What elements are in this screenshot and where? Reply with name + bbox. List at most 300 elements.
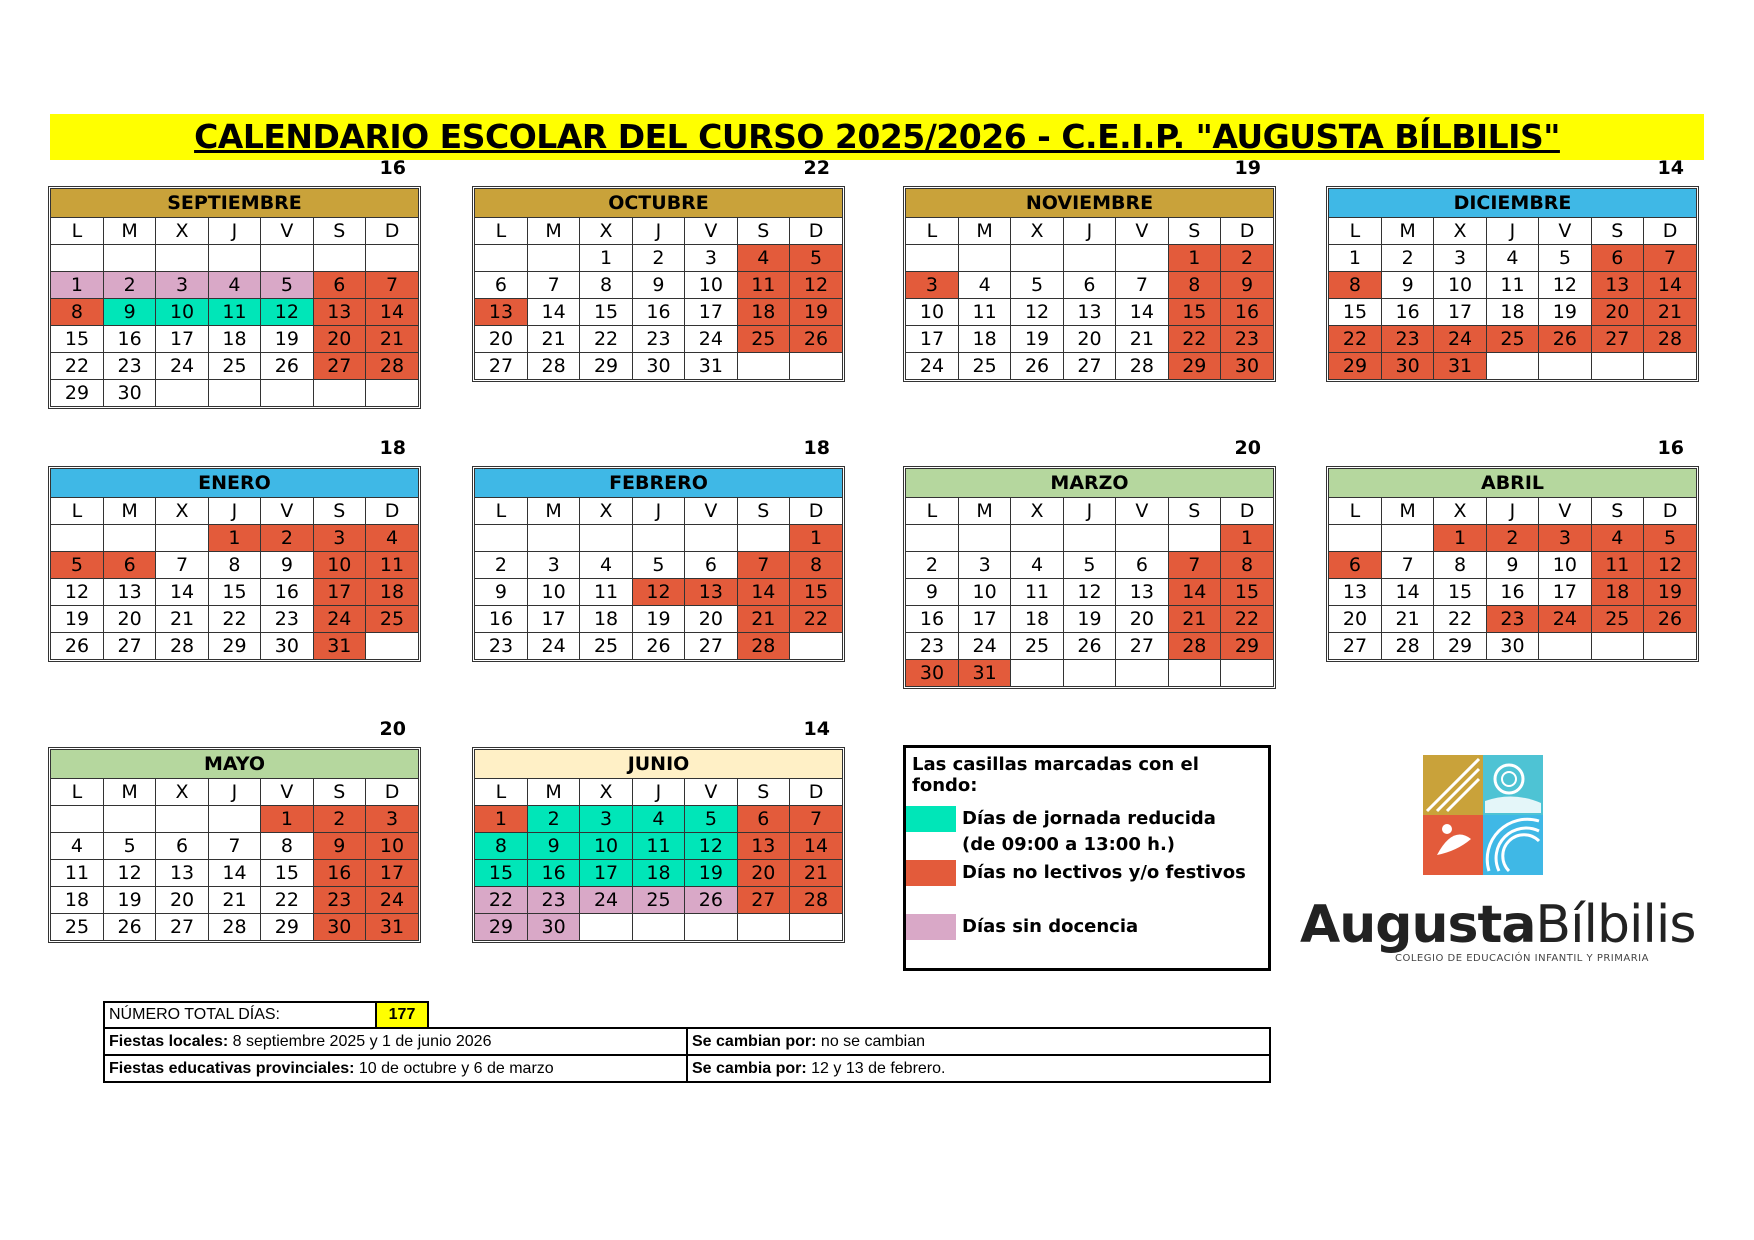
provincial-change-label: Se cambia por: [692, 1059, 807, 1077]
day-cell: 9 [1381, 272, 1433, 299]
day-cell: 23 [527, 887, 579, 914]
weekday-header: V [261, 779, 313, 806]
empty-cell [261, 380, 313, 407]
day-cell: 19 [261, 326, 313, 353]
day-cell: 8 [1221, 552, 1273, 579]
day-cell: 26 [1063, 633, 1115, 660]
day-cell: 7 [737, 552, 789, 579]
empty-cell [1381, 525, 1433, 552]
day-cell: 24 [156, 353, 208, 380]
day-cell: 20 [1329, 606, 1381, 633]
empty-cell [366, 380, 418, 407]
day-cell: 14 [1168, 579, 1220, 606]
month-day-count: 16 [1657, 437, 1684, 459]
day-cell: 4 [632, 806, 684, 833]
month-febrero [472, 437, 845, 662]
empty-cell [475, 525, 527, 552]
weekday-header: S [313, 218, 365, 245]
weekday-header: V [261, 218, 313, 245]
total-days-label: NÚMERO TOTAL DÍAS: [104, 1002, 376, 1028]
day-cell: 12 [790, 272, 842, 299]
weekday-header: V [1116, 498, 1168, 525]
day-cell: 15 [1221, 579, 1273, 606]
day-cell: 13 [1063, 299, 1115, 326]
day-cell: 7 [366, 272, 418, 299]
day-cell: 22 [1168, 326, 1220, 353]
month-name: FEBRERO [475, 469, 842, 498]
day-cell: 26 [1644, 606, 1696, 633]
day-cell: 4 [51, 833, 103, 860]
day-cell: 27 [737, 887, 789, 914]
day-cell: 4 [580, 552, 632, 579]
provincial-holidays-value: 10 de octubre y 6 de marzo [354, 1059, 554, 1077]
day-cell: 6 [1591, 245, 1643, 272]
day-cell: 16 [1221, 299, 1273, 326]
weekday-header: X [156, 498, 208, 525]
day-cell: 24 [958, 633, 1010, 660]
weekday-header: J [632, 218, 684, 245]
provincial-holidays-cell [104, 1055, 687, 1082]
weekday-header: D [790, 218, 842, 245]
day-cell: 14 [208, 860, 260, 887]
day-cell: 12 [1063, 579, 1115, 606]
day-cell: 3 [1434, 245, 1486, 272]
day-cell: 24 [1434, 326, 1486, 353]
month-name: ABRIL [1329, 469, 1696, 498]
day-cell: 25 [1011, 633, 1063, 660]
page-title: CALENDARIO ESCOLAR DEL CURSO 2025/2026 - C.E.I.P. "AUGUSTA BÍLBILIS" [194, 117, 1560, 156]
empty-cell [366, 245, 418, 272]
weekday-header: J [1063, 218, 1115, 245]
day-cell: 5 [103, 833, 155, 860]
day-cell: 23 [632, 326, 684, 353]
weekday-header: J [1486, 218, 1538, 245]
logo-wordmark [1300, 895, 1695, 955]
day-cell: 23 [313, 887, 365, 914]
day-cell: 28 [366, 353, 418, 380]
weekday-header: M [103, 498, 155, 525]
day-cell: 13 [156, 860, 208, 887]
day-cell: 15 [475, 860, 527, 887]
weekday-header: M [1381, 218, 1433, 245]
logo-word-bold: Augusta [1300, 895, 1536, 955]
day-cell: 25 [632, 887, 684, 914]
month-day-count: 20 [379, 718, 406, 740]
day-cell: 21 [1168, 606, 1220, 633]
local-holidays-label: Fiestas locales: [109, 1032, 229, 1050]
day-cell: 25 [51, 914, 103, 941]
weekday-header: D [1221, 498, 1273, 525]
day-cell: 18 [1486, 299, 1538, 326]
day-cell: 13 [103, 579, 155, 606]
day-cell: 17 [313, 579, 365, 606]
empty-cell [580, 525, 632, 552]
empty-cell [208, 380, 260, 407]
empty-cell [1486, 353, 1538, 380]
day-cell: 22 [208, 606, 260, 633]
empty-cell [51, 525, 103, 552]
day-cell: 3 [1539, 525, 1591, 552]
empty-cell [737, 914, 789, 941]
day-cell: 6 [475, 272, 527, 299]
month-abril [1326, 437, 1699, 662]
day-cell: 6 [156, 833, 208, 860]
local-change-label: Se cambian por: [692, 1032, 817, 1050]
weekday-header: L [51, 218, 103, 245]
empty-cell [1011, 245, 1063, 272]
month-septiembre [48, 157, 421, 409]
month-day-count: 20 [1234, 437, 1261, 459]
day-cell: 6 [1063, 272, 1115, 299]
month-noviembre [903, 157, 1276, 382]
day-cell: 14 [737, 579, 789, 606]
day-cell: 2 [103, 272, 155, 299]
day-cell: 1 [1329, 245, 1381, 272]
legend-swatch-holiday [906, 860, 956, 886]
legend-swatch-no-teaching [906, 914, 956, 940]
day-cell: 29 [475, 914, 527, 941]
empty-cell [632, 914, 684, 941]
day-cell: 11 [51, 860, 103, 887]
augusta-bilbilis-logo-icon [1423, 755, 1543, 875]
weekday-header: V [261, 498, 313, 525]
day-cell: 8 [1168, 272, 1220, 299]
day-cell: 21 [1116, 326, 1168, 353]
day-cell: 12 [103, 860, 155, 887]
empty-cell [1011, 525, 1063, 552]
day-cell: 23 [1381, 326, 1433, 353]
day-cell: 6 [313, 272, 365, 299]
day-cell: 1 [51, 272, 103, 299]
day-cell: 3 [685, 245, 737, 272]
day-cell: 30 [1486, 633, 1538, 660]
weekday-header: X [156, 218, 208, 245]
empty-cell [313, 380, 365, 407]
day-cell: 13 [1116, 579, 1168, 606]
day-cell: 9 [527, 833, 579, 860]
day-cell: 29 [51, 380, 103, 407]
day-cell: 19 [632, 606, 684, 633]
day-cell: 2 [475, 552, 527, 579]
day-cell: 30 [261, 633, 313, 660]
day-cell: 11 [958, 299, 1010, 326]
day-cell: 3 [580, 806, 632, 833]
local-holidays-value: 8 septiembre 2025 y 1 de junio 2026 [228, 1032, 492, 1050]
weekday-header: D [366, 779, 418, 806]
weekday-header: S [737, 218, 789, 245]
day-cell: 28 [790, 887, 842, 914]
day-cell: 8 [1434, 552, 1486, 579]
day-cell: 20 [1116, 606, 1168, 633]
empty-cell [737, 525, 789, 552]
weekday-header: S [313, 498, 365, 525]
empty-cell [156, 380, 208, 407]
day-cell: 15 [208, 579, 260, 606]
day-cell: 17 [685, 299, 737, 326]
day-cell: 2 [906, 552, 958, 579]
total-days-value: 177 [376, 1002, 428, 1028]
day-cell: 14 [1116, 299, 1168, 326]
day-cell: 30 [906, 660, 958, 687]
logo-word-regular: Bílbilis [1535, 895, 1696, 955]
month-name: ENERO [51, 469, 418, 498]
day-cell: 26 [685, 887, 737, 914]
day-cell: 2 [1486, 525, 1538, 552]
day-cell: 18 [632, 860, 684, 887]
day-cell: 27 [156, 914, 208, 941]
weekday-header: S [313, 779, 365, 806]
day-cell: 17 [1539, 579, 1591, 606]
day-cell: 19 [1011, 326, 1063, 353]
day-cell: 4 [958, 272, 1010, 299]
day-cell: 1 [208, 525, 260, 552]
weekday-header: L [906, 498, 958, 525]
day-cell: 18 [1011, 606, 1063, 633]
day-cell: 16 [313, 860, 365, 887]
day-cell: 28 [737, 633, 789, 660]
empty-cell [1591, 353, 1643, 380]
empty-cell [1063, 245, 1115, 272]
weekday-header: L [906, 218, 958, 245]
day-cell: 7 [527, 272, 579, 299]
month-day-count: 14 [1657, 157, 1684, 179]
day-cell: 1 [261, 806, 313, 833]
empty-cell [156, 806, 208, 833]
empty-cell [1644, 353, 1696, 380]
day-cell: 6 [1116, 552, 1168, 579]
day-cell: 12 [632, 579, 684, 606]
day-cell: 18 [737, 299, 789, 326]
day-cell: 18 [1591, 579, 1643, 606]
day-cell: 20 [1063, 326, 1115, 353]
day-cell: 20 [737, 860, 789, 887]
day-cell: 11 [580, 579, 632, 606]
day-cell: 30 [632, 353, 684, 380]
weekday-header: X [580, 218, 632, 245]
day-cell: 2 [1221, 245, 1273, 272]
day-cell: 6 [1329, 552, 1381, 579]
day-cell: 24 [1539, 606, 1591, 633]
local-change-value: no se cambian [816, 1032, 925, 1050]
weekday-header: M [103, 779, 155, 806]
day-cell: 3 [906, 272, 958, 299]
day-cell: 7 [1168, 552, 1220, 579]
day-cell: 26 [1539, 326, 1591, 353]
empty-cell [1011, 660, 1063, 687]
day-cell: 5 [261, 272, 313, 299]
day-cell: 10 [527, 579, 579, 606]
day-cell: 16 [1381, 299, 1433, 326]
empty-cell [1539, 353, 1591, 380]
empty-cell [156, 525, 208, 552]
day-cell: 4 [1486, 245, 1538, 272]
day-cell: 1 [580, 245, 632, 272]
day-cell: 23 [261, 606, 313, 633]
day-cell: 23 [475, 633, 527, 660]
day-cell: 21 [737, 606, 789, 633]
day-cell: 25 [737, 326, 789, 353]
empty-cell [103, 806, 155, 833]
weekday-header: M [527, 218, 579, 245]
day-cell: 29 [580, 353, 632, 380]
day-cell: 24 [366, 887, 418, 914]
day-cell: 3 [156, 272, 208, 299]
day-cell: 2 [632, 245, 684, 272]
day-cell: 25 [1591, 606, 1643, 633]
day-cell: 16 [527, 860, 579, 887]
day-cell: 2 [261, 525, 313, 552]
day-cell: 19 [1644, 579, 1696, 606]
weekday-header: D [1644, 498, 1696, 525]
weekday-header: L [1329, 218, 1381, 245]
day-cell: 17 [906, 326, 958, 353]
day-cell: 2 [527, 806, 579, 833]
title-bar [50, 114, 1704, 160]
empty-cell [1063, 525, 1115, 552]
day-cell: 28 [1644, 326, 1696, 353]
day-cell: 14 [156, 579, 208, 606]
day-cell: 4 [208, 272, 260, 299]
day-cell: 21 [208, 887, 260, 914]
month-junio [472, 718, 845, 943]
day-cell: 18 [580, 606, 632, 633]
month-name: MAYO [51, 750, 418, 779]
day-cell: 24 [580, 887, 632, 914]
day-cell: 10 [685, 272, 737, 299]
day-cell: 22 [1329, 326, 1381, 353]
day-cell: 8 [1329, 272, 1381, 299]
day-cell: 9 [475, 579, 527, 606]
day-cell: 20 [1591, 299, 1643, 326]
weekday-header: V [685, 498, 737, 525]
day-cell: 9 [1221, 272, 1273, 299]
weekday-header: L [51, 779, 103, 806]
provincial-change-cell [687, 1055, 1270, 1082]
day-cell: 30 [103, 380, 155, 407]
day-cell: 10 [906, 299, 958, 326]
day-cell: 27 [1116, 633, 1168, 660]
day-cell: 25 [958, 353, 1010, 380]
month-name: JUNIO [475, 750, 842, 779]
day-cell: 26 [1011, 353, 1063, 380]
empty-cell [261, 245, 313, 272]
day-cell: 9 [103, 299, 155, 326]
day-cell: 13 [1591, 272, 1643, 299]
empty-cell [103, 245, 155, 272]
day-cell: 1 [1434, 525, 1486, 552]
empty-cell [790, 353, 842, 380]
day-cell: 20 [103, 606, 155, 633]
day-cell: 16 [475, 606, 527, 633]
weekday-header: D [366, 218, 418, 245]
day-cell: 25 [208, 353, 260, 380]
day-cell: 15 [1168, 299, 1220, 326]
empty-cell [1116, 660, 1168, 687]
day-cell: 7 [1381, 552, 1433, 579]
day-cell: 10 [958, 579, 1010, 606]
legend-label-no-teaching: Días sin docencia [962, 916, 1139, 937]
day-cell: 8 [580, 272, 632, 299]
weekday-header: S [1168, 218, 1220, 245]
weekday-header: J [1486, 498, 1538, 525]
day-cell: 30 [313, 914, 365, 941]
day-cell: 1 [1221, 525, 1273, 552]
empty-cell [958, 525, 1010, 552]
day-cell: 29 [1168, 353, 1220, 380]
day-cell: 31 [1434, 353, 1486, 380]
day-cell: 1 [1168, 245, 1220, 272]
day-cell: 15 [580, 299, 632, 326]
day-cell: 27 [1329, 633, 1381, 660]
day-cell: 13 [1329, 579, 1381, 606]
day-cell: 8 [261, 833, 313, 860]
day-cell: 12 [1644, 552, 1696, 579]
day-cell: 10 [580, 833, 632, 860]
day-cell: 28 [1168, 633, 1220, 660]
weekday-header: J [632, 779, 684, 806]
day-cell: 29 [1221, 633, 1273, 660]
day-cell: 29 [1329, 353, 1381, 380]
day-cell: 12 [261, 299, 313, 326]
legend-swatch-reduced [906, 806, 956, 832]
day-cell: 14 [1644, 272, 1696, 299]
day-cell: 28 [1116, 353, 1168, 380]
day-cell: 18 [958, 326, 1010, 353]
day-cell: 22 [261, 887, 313, 914]
empty-cell [1591, 633, 1643, 660]
day-cell: 15 [261, 860, 313, 887]
day-cell: 6 [685, 552, 737, 579]
weekday-header: S [1168, 498, 1220, 525]
day-cell: 3 [958, 552, 1010, 579]
day-cell: 16 [906, 606, 958, 633]
month-name: DICIEMBRE [1329, 189, 1696, 218]
day-cell: 8 [790, 552, 842, 579]
day-cell: 1 [790, 525, 842, 552]
day-cell: 20 [685, 606, 737, 633]
day-cell: 10 [156, 299, 208, 326]
day-cell: 26 [632, 633, 684, 660]
day-cell: 17 [366, 860, 418, 887]
empty-cell [1539, 633, 1591, 660]
day-cell: 30 [527, 914, 579, 941]
day-cell: 4 [366, 525, 418, 552]
day-cell: 14 [1381, 579, 1433, 606]
day-cell: 5 [1644, 525, 1696, 552]
weekday-header: J [208, 779, 260, 806]
day-cell: 19 [1539, 299, 1591, 326]
day-cell: 13 [685, 579, 737, 606]
weekday-header: S [1591, 218, 1643, 245]
day-cell: 4 [1591, 525, 1643, 552]
weekday-header: J [208, 498, 260, 525]
day-cell: 22 [1434, 606, 1486, 633]
day-cell: 27 [1063, 353, 1115, 380]
empty-cell [632, 525, 684, 552]
weekday-header: X [1434, 498, 1486, 525]
day-cell: 1 [475, 806, 527, 833]
empty-cell [527, 245, 579, 272]
day-cell: 11 [1011, 579, 1063, 606]
day-cell: 25 [1486, 326, 1538, 353]
day-cell: 15 [51, 326, 103, 353]
day-cell: 11 [1486, 272, 1538, 299]
month-day-count: 16 [379, 157, 406, 179]
day-cell: 26 [51, 633, 103, 660]
day-cell: 18 [366, 579, 418, 606]
day-cell: 30 [1381, 353, 1433, 380]
month-name: NOVIEMBRE [906, 189, 1273, 218]
